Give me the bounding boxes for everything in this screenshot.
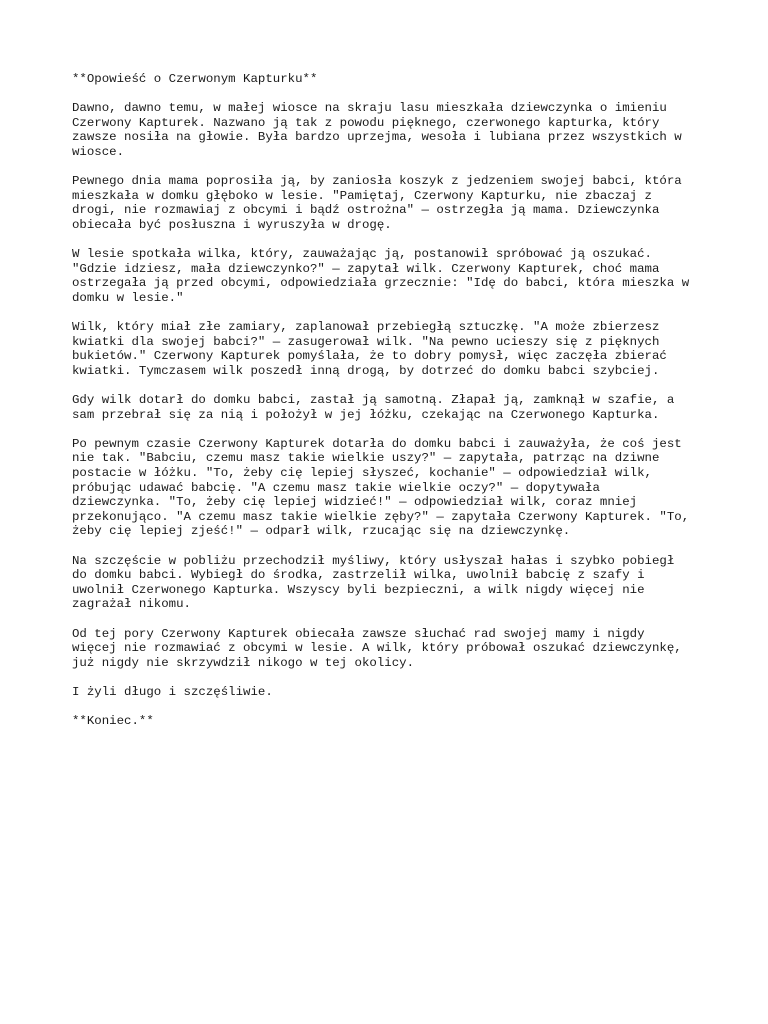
- paragraph-1: Dawno, dawno temu, w małej wiosce na skraju lasu mieszkała dziewczynka o imieniu Czerwony Kapturek. Nazwano ją tak z powodu pięknego, czerwonego kapturka, który zawsze nosiła na głowie. Była bardzo uprzejma, wesoła i lubiana przez wszystkich w wiosce.: [72, 101, 682, 159]
- paragraph-4: Wilk, który miał złe zamiary, zaplanował przebiegłą sztuczkę. "A może zbierzesz kwiatki dla swojej babci?" — zasugerował wilk. "Na pewno ucieszy się z pięknych bukietów." Czerwony Kapturek pomyślała, że to dobry pomysł, więc zaczęła zbierać kwiatki. Tymczasem wilk poszedł inną drogą, by dotrzeć do domku babci szybciej.: [72, 320, 667, 378]
- document-title: **Opowieść o Czerwonym Kapturku**: [72, 72, 318, 86]
- paragraph-9: I żyli długo i szczęśliwie.: [72, 684, 273, 699]
- paragraph-8: Od tej pory Czerwony Kapturek obiecała zawsze słuchać rad swojej mamy i nigdy więcej nie rozmawiać z obcymi w lesie. A wilk, który próbował oszukać dziewczynkę, już nigdy nie skrzywdził nikogo w tej okolicy.: [72, 626, 682, 670]
- document-ending: **Koniec.**: [72, 714, 154, 729]
- paragraph-7: Na szczęście w pobliżu przechodził myśliwy, który usłyszał hałas i szybko pobiegł do domku babci. Wybiegł do środka, zastrzelił wilka, uwolnił babcię z szafy i uwolnił Czerwonego Kapturka. Wszyscy byli bezpieczni, a wilk nigdy więcej nie zagrażał nikomu.: [72, 553, 675, 612]
- paragraph-3: W lesie spotkała wilka, który, zauważając ją, postanowił spróbować ją oszukać. "Gdzie idziesz, mała dziewczynko?" — zapytał wilk. Czerwony Kapturek, choć mama ostrzegała ją przed obcymi, odpowiedziała grzecznie: "Idę do babci, która mieszka w domku w lesie.": [72, 247, 690, 305]
- paragraph-6: Po pewnym czasie Czerwony Kapturek dotarła do domku babci i zauważyła, że coś jest nie tak. "Babciu, czemu masz takie wielkie uszy?" — zapytała, patrząc na dziwne postacie w łóżku. "To, żeby cię lepiej słyszeć, kochanie" — odpowiedział wilk, próbując udawać babcię. "A czemu masz takie wielkie oczy?" — dopytywała dziewczynka. "To, żeby cię lepiej widzieć!" — odpowiedział wilk, coraz mniej przekonująco. "A czemu masz takie wielkie zęby?" — zapytała Czerwony Kapturek. "To, żeby cię lepiej zjeść!" — odparł wilk, rzucając się na dziewczynkę.: [72, 436, 690, 539]
- document-page: [72, 72, 712, 743]
- paragraph-5: Gdy wilk dotarł do domku babci, zastał ją samotną. Złapał ją, zamknął w szafie, a sam przebrał się za nią i położył w jej łóżku, czekając na Czerwonego Kapturka.: [72, 393, 675, 422]
- paragraph-2: Pewnego dnia mama poprosiła ją, by zaniosła koszyk z jedzeniem swojej babci, która mieszkała w domku głęboko w lesie. "Pamiętaj, Czerwony Kapturku, nie zbaczaj z drogi, nie rozmawiaj z obcymi i bądź ostrożna" — ostrzegła ją mama. Dziewczynka obiecała być posłuszna i wyruszyła w drogę.: [72, 174, 682, 232]
